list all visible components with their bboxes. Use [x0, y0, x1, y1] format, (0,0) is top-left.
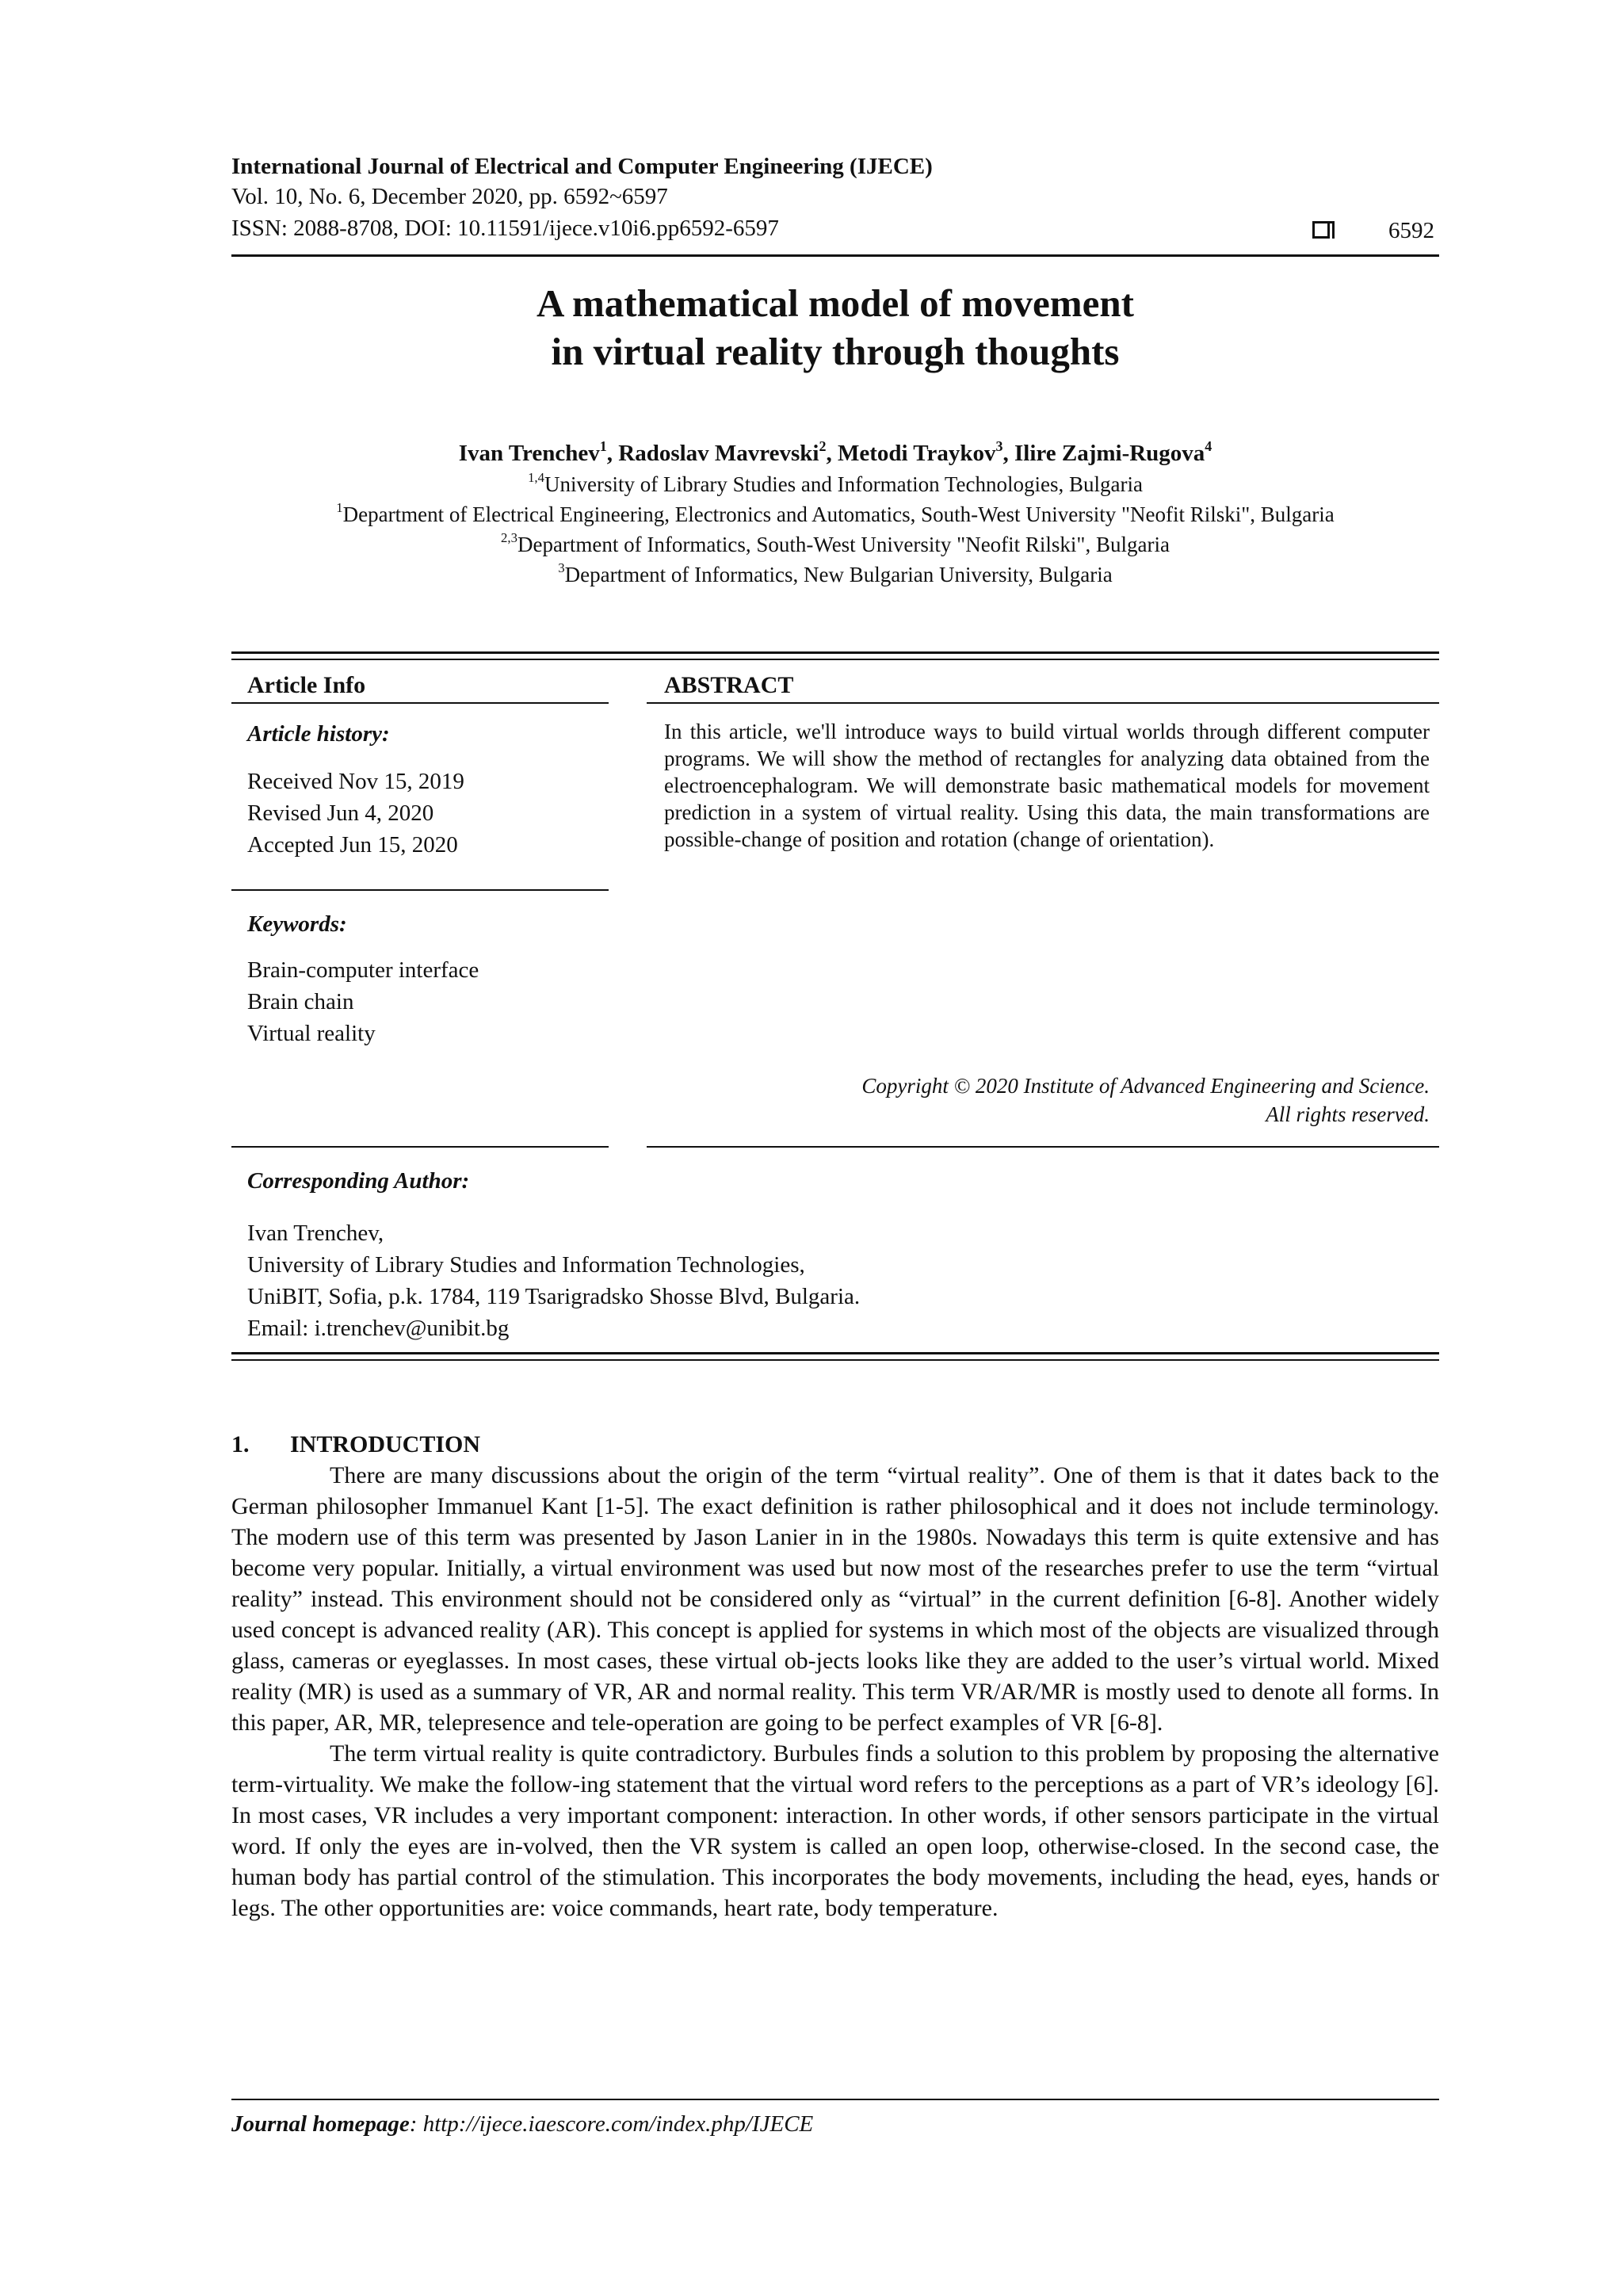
received-date: Received Nov 15, 2019: [247, 769, 464, 794]
author-name: Ivan Trenchev: [458, 441, 600, 466]
rights-line: All rights reserved.: [1266, 1102, 1430, 1126]
author-separator: ,: [1002, 441, 1014, 466]
author-name: Radoslav Mavrevski: [618, 441, 819, 466]
author-separator: ,: [826, 441, 838, 466]
affiliation-text: Department of Informatics, New Bulgarian University, Bulgaria: [564, 563, 1113, 586]
affiliation-text: Department of Electrical Engineering, Electronics and Automatics, South-West University "Neofit Rilski", Bulgaria: [342, 502, 1335, 526]
section-title: INTRODUCTION: [290, 1431, 481, 1457]
corresponding-author-details: [247, 1217, 860, 1344]
volume-line: Vol. 10, No. 6, December 2020, pp. 6592~6597: [231, 184, 668, 209]
keywords-label: Keywords:: [247, 911, 347, 937]
keyword-item: Brain-computer interface: [247, 957, 479, 983]
copyright-notice: [664, 1072, 1430, 1129]
revised-date: Revised Jun 4, 2020: [247, 800, 434, 826]
corresponding-rule-left: [231, 1146, 609, 1148]
title-line-1: A mathematical model of movement: [537, 281, 1134, 325]
affiliation-text: Department of Informatics, South-West University "Neofit Rilski", Bulgaria: [517, 533, 1170, 556]
affiliation-sup: 3: [558, 560, 565, 576]
abstract-heading: ABSTRACT: [664, 672, 794, 698]
journal-name: International Journal of Electrical and Computer Engineering (IJECE): [231, 154, 933, 179]
article-info-heading: Article Info: [247, 672, 366, 698]
history-rule: [231, 889, 609, 891]
page-box-icon: [1312, 221, 1330, 239]
author-name: Ilire Zajmi-Rugova: [1014, 441, 1205, 466]
body-paragraph: The term virtual reality is quite contradictory. Burbules finds a solution to this problem by proposing the alternative term-virtuality. We make the follow-ing statement that the virtual word refers to the perceptions as a part of VR’s ideology [6]. In most cases, VR includes a very important component: interaction. In other words, if other sensors participate in the virtual word. If only the eyes are in-volved, then the VR system is called an open loop, otherwise-closed. In the second case, the human body has partial control of the stimulation. This incorporates the body movements, including the head, eyes, hands or legs. The other opportunities are: voice commands, heart rate, body temperature.: [231, 1740, 1439, 1921]
affiliation: [231, 472, 1439, 497]
author-affil-sup: 2: [819, 437, 827, 454]
author-affil-sup: 3: [995, 437, 1003, 454]
corresponding-name: Ivan Trenchev,: [247, 1221, 384, 1246]
section-number: 1.: [231, 1431, 250, 1457]
keyword-list: [247, 954, 479, 1049]
author-affil-sup: 1: [599, 437, 607, 454]
footer-rule: [231, 2099, 1439, 2100]
copyright-line: Copyright © 2020 Institute of Advanced Engineering and Science.: [861, 1074, 1430, 1098]
affiliation-text: University of Library Studies and Information Technologies, Bulgaria: [544, 472, 1143, 496]
paper-title: [231, 279, 1439, 376]
header-rule: [231, 254, 1439, 257]
affiliation: [231, 502, 1439, 527]
abstract-text: In this article, we'll introduce ways to build virtual worlds through different computer programs. We will show the method of rectangles for analyzing data obtained from the electroencephalogram. We will demonstrate basic mathematical models for movement prediction in a system of virtual reality. Using this data, the main transformations are possible-change of position and rotation (change of orientation).: [664, 720, 1430, 851]
body-paragraph: There are many discussions about the origin of the term “virtual reality”. One of them is that it dates back to the German philosopher Immanuel Kant [1-5]. The exact definition is rather philosophical and it does not include terminology. The modern use of this term was presented by Jason Lanier in in the 1980s. Nowadays this term is quite extensive and has become very popular. Initially, a virtual environment was used but now most of the researches prefer to use the term “virtual reality” instead. This environment should not be considered only as “virtual” in the current definition [6-8]. Another widely used concept is advanced reality (AR). This concept is applied for systems in which most of the objects are visualized through glass, cameras or eyeglasses. In most cases, these virtual ob-jects looks like they are added to the user’s virtual world. Mixed reality (MR) is used as a summary of VR, AR and normal reality. This term VR/AR/MR is mostly used to denote all forms. In this paper, AR, MR, telepresence and tele-operation are going to be perfect examples of VR [6-8].: [231, 1462, 1439, 1736]
journal-homepage: [231, 2111, 813, 2137]
corresponding-rule-right: [647, 1146, 1439, 1148]
homepage-label: Journal homepage: [231, 2111, 410, 2137]
author-list: [231, 437, 1439, 467]
author-name: Metodi Traykov: [837, 441, 996, 466]
title-line-2: in virtual reality through thoughts: [551, 330, 1120, 373]
page-number: 6592: [1388, 218, 1434, 243]
author-affil-sup: 4: [1205, 437, 1212, 454]
homepage-url[interactable]: : http://ijece.iaescore.com/index.php/IJECE: [409, 2111, 814, 2137]
affiliation-sup: 1,4: [528, 470, 544, 486]
abstract-rule: [647, 702, 1439, 704]
affiliation: [231, 530, 1439, 557]
article-info-rule: [231, 702, 609, 704]
article-history-label: Article history:: [247, 721, 390, 747]
issn-doi-line: ISSN: 2088-8708, DOI: 10.11591/ijece.v10i6.pp6592-6597: [231, 216, 779, 241]
corresponding-address: UniBIT, Sofia, p.k. 1784, 119 Tsarigradsko Shosse Blvd, Bulgaria.: [247, 1284, 861, 1309]
affiliation: [231, 560, 1439, 587]
corresponding-email: Email: i.trenchev@unibit.bg: [247, 1316, 510, 1341]
corresponding-author-label: Corresponding Author:: [247, 1168, 470, 1194]
article-history: [247, 766, 464, 861]
accepted-date: Accepted Jun 15, 2020: [247, 832, 458, 858]
keyword-item: Virtual reality: [247, 1021, 376, 1046]
affiliation-sup: 1: [336, 500, 343, 516]
affiliation-sup: 2,3: [501, 530, 517, 546]
introduction-body: [231, 1460, 1439, 1924]
info-box-top-rule: [231, 651, 1439, 660]
info-box-bottom-rule: [231, 1352, 1439, 1361]
section-heading-introduction: [231, 1431, 480, 1458]
corresponding-institution: University of Library Studies and Information Technologies,: [247, 1252, 805, 1278]
keyword-item: Brain chain: [247, 989, 354, 1014]
author-separator: ,: [606, 441, 619, 466]
